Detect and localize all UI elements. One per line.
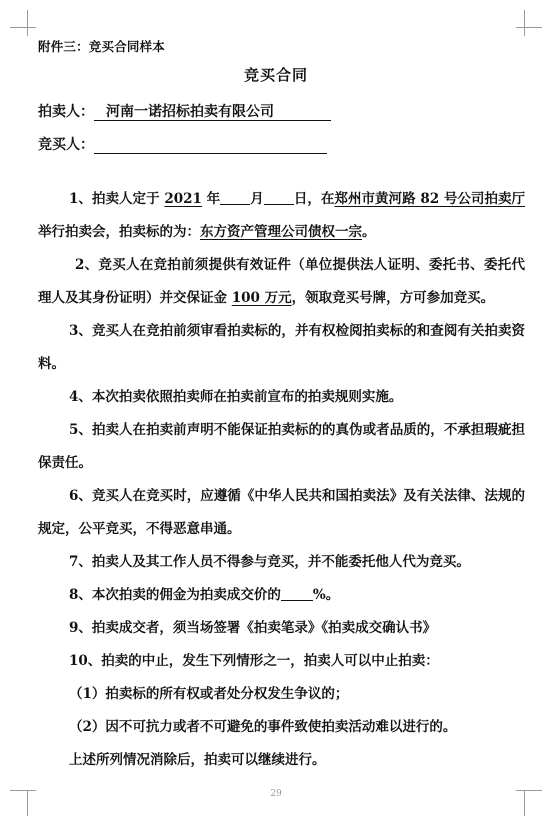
month-blank [220, 190, 250, 205]
day-blank [264, 190, 294, 205]
annex-label: 附件三：竞买合同样本 [38, 39, 166, 54]
auctioneer-label: 拍卖人： [38, 104, 94, 120]
clause-6: 6、竞买人在竞买时，应遵循《中华人民共和国拍卖法》及有关法律、法规的规定，公平竞买，不得恶意串通。 [38, 488, 525, 537]
auction-venue: 郑州市黄河路 82 号公司拍卖厅 [334, 191, 526, 207]
crop-mark-top-left [0, 0, 36, 36]
crop-mark-bottom-right [516, 782, 552, 818]
auctioneer-line [38, 101, 331, 121]
crop-mark-top-right [516, 0, 552, 36]
clause-10: 10、拍卖的中止，发生下列情形之一，拍卖人可以中止拍卖： [69, 653, 439, 669]
deposit-amount: 100 万元 [231, 290, 292, 306]
resume-statement: 上述所列情况消除后，拍卖可以继续进行。 [69, 752, 326, 768]
bidder-name-blank [94, 137, 327, 154]
clause-3: 3、竞买人在竞拍前须审看拍卖标的，并有权检阅拍卖标的和查阅有关拍卖资料。 [38, 323, 525, 372]
clause-9: 9、拍卖成交者，须当场签署《拍卖笔录》《拍卖成交确认书》 [69, 620, 437, 636]
auctioneer-name: 河南一诺招标拍卖有限公司 [94, 104, 331, 121]
page-number: 29 [270, 789, 282, 799]
contract-clauses [38, 183, 525, 777]
clause-4: 4、本次拍卖依照拍卖师在拍卖前宣布的拍卖规则实施。 [69, 389, 403, 405]
clause-2: 2、竞买人在竞拍前须提供有效证件（单位提供法人证明、委托书、委托代理人及其身份证明）并交保证金 100 万元，领取竞买号牌，方可参加竞买。 [38, 257, 525, 306]
suspension-case-2: （2）因不可抗力或者不可避免的事件致使拍卖活动难以进行的。 [69, 719, 457, 735]
document-title: 竞买合同 [243, 66, 308, 84]
bidder-line [38, 134, 327, 154]
auction-year: 2021 [164, 191, 202, 207]
commission-blank [281, 586, 313, 601]
clause-5: 5、拍卖人在拍卖前声明不能保证拍卖标的的真伪或者品质的，不承担瑕疵担保责任。 [38, 422, 525, 471]
clause-8: 8、本次拍卖的佣金为拍卖成交价的 %。 [69, 587, 340, 603]
clause-7: 7、拍卖人及其工作人员不得参与竞买，并不能委托他人代为竞买。 [69, 554, 470, 570]
clause-1: 1、拍卖人定于 2021 年 月 日，在郑州市黄河路 82 号公司拍卖厅 举行拍卖会，拍卖标的为：东方资产管理公司债权一宗。 [38, 191, 526, 240]
auction-target: 东方资产管理公司债权一宗 [200, 224, 362, 240]
crop-mark-bottom-left [0, 782, 36, 818]
bidder-label: 竞买人： [38, 137, 94, 153]
suspension-case-1: （1）拍卖标的所有权或者处分权发生争议的； [69, 686, 349, 702]
